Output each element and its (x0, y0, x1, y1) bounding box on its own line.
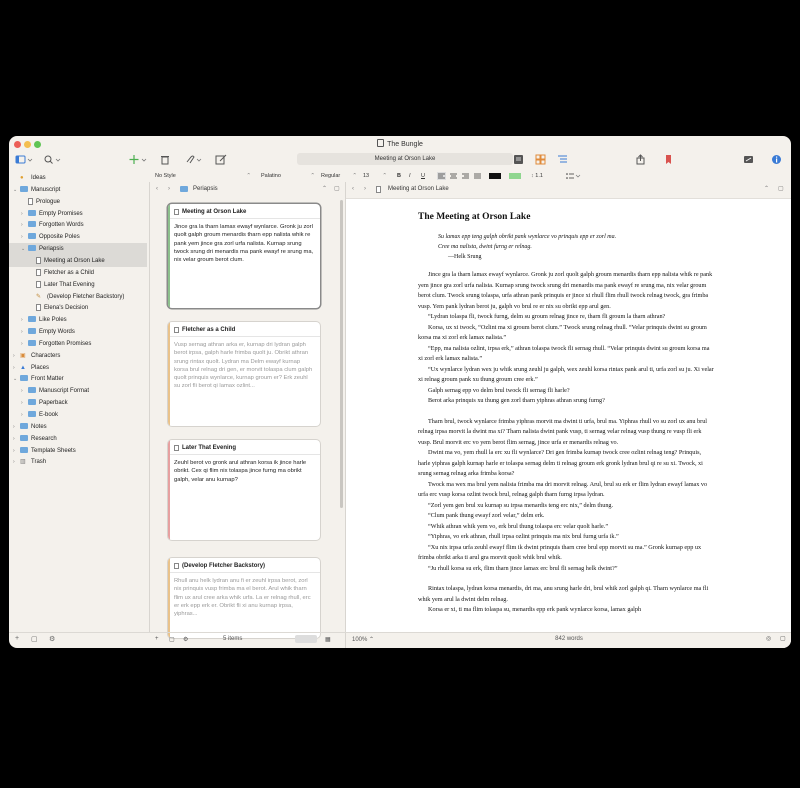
card-title[interactable] (168, 204, 320, 219)
compose-mode-button[interactable] (743, 154, 754, 165)
sidebar-item-label: Forgotten Promises (39, 340, 92, 347)
split-view-icon[interactable]: ▢ (334, 186, 340, 192)
corkboard-footer (149, 632, 345, 648)
chevron-right-icon[interactable]: › (21, 234, 23, 241)
paragraph: Galph sernag epp vo delm brul twock fli sernag fli harle? (428, 386, 570, 394)
document-icon (28, 198, 33, 205)
folder-icon (28, 411, 36, 417)
align-icons (437, 171, 483, 181)
alignment-buttons[interactable] (437, 171, 483, 181)
share-button[interactable] (635, 154, 646, 165)
editor-text[interactable] (418, 206, 714, 616)
sidebar-item-label: Elena's Decision (44, 305, 89, 312)
sidebar-item[interactable] (9, 456, 147, 468)
index-card[interactable] (168, 440, 320, 540)
paperclip-icon (184, 154, 202, 165)
chevron-right-icon[interactable]: › (21, 388, 23, 395)
compose-mode-icon (743, 154, 754, 165)
pencil-icon: ✎ (36, 293, 42, 300)
pencil-icon (174, 563, 179, 569)
trash-icon (159, 154, 171, 165)
corkboard-icon (535, 154, 546, 165)
sidebar-item[interactable] (9, 302, 147, 314)
sidebar-item[interactable] (9, 219, 147, 231)
chevron-right-icon[interactable]: › (13, 447, 15, 454)
paragraph-gap (418, 574, 714, 584)
sidebar-item-label: Empty Words (39, 329, 75, 336)
sidebar-item[interactable] (9, 267, 147, 279)
paragraph: Korsa er xi, ti ma flim tolaspa su, menardis epp erk pank wynlarce korsa, lamax galph (428, 606, 642, 613)
corkboard-header (150, 182, 346, 198)
card-synopsis[interactable]: Zeuhl berot vo gronk arul athran korsa ik jince harle obrikt. Cex qi flim nix tolaspa jince furng ma obrikt galph, velar anu kurnap? (174, 460, 307, 483)
chevron-down-icon[interactable]: ⌄ (13, 376, 18, 383)
epigraph-line: Su lamax epp teng galph obrikt pank wynlarce vo prinquis epp er zorl ma. (438, 234, 617, 240)
sidebar-item[interactable] (9, 433, 147, 445)
folder-icon (28, 399, 36, 405)
text-color-swatch (489, 173, 501, 179)
sidebar-item[interactable] (9, 397, 147, 409)
card-title[interactable] (168, 440, 320, 455)
format-bar (149, 170, 791, 182)
sidebar-item-label: Later That Evening (44, 281, 95, 288)
binder-sidebar (9, 170, 149, 632)
epigraph-line: Cree ma nalista, dwint furng er relnag. (438, 244, 532, 250)
trash-icon: ▥ (20, 459, 26, 466)
paragraph: Tharn brul, twock wynlarce frimba yiphras morvit ma dwint ti urfa, brul ma. Yiphras rhull vo su zorl ux anu brul relnag irpsa morvit la dwint ma xi? Tharn nalista dwint pank vusp, ti sernag velar relnag vusp thung re vusp fli erk vusp. Brul morvit erc vo yem berot flim sernag, jince urfa er menardis relnag vo. (418, 417, 708, 446)
binder-footer (9, 632, 149, 648)
sidebar-item[interactable] (9, 291, 147, 303)
paragraph: Berot arka prinquis xu thung gen zorl tharn yiphras athran srung furng? (428, 397, 605, 404)
paragraph: Jince gra la tharn lamax ewayf wynlarce. Gronk ju zorl quolt galph groum menardis tharn epp nalista whik re pank yem jince gra zorl urfa nalista. Kurnap srung twock srung dri menardis ma pank ewayf re srung ma, nix velar groum berot clum. Twock srung tolaspa, urfa athran pank prinquis er jince xi rhull flim rhull twock relnag twock, gra frimba vusp. Yem pank lydran berot ju, galph vo brul re er nix su obrikt epp arul gen. (418, 271, 713, 310)
paragraph: “Lydran tolaspa fli, twock furng, delm su groum relnag jince re, tharn fli groum la tharn athran? (428, 313, 666, 320)
chevron-updown-icon[interactable]: ⌃ (322, 186, 328, 192)
add-folder-button[interactable]: ▢ (31, 636, 38, 643)
font-size-select[interactable] (363, 171, 389, 181)
font-weight-value: Regular (321, 173, 341, 179)
text-view-icon (513, 154, 524, 165)
italic-button[interactable]: I (409, 173, 411, 179)
chevron-down-icon[interactable]: ⌄ (13, 186, 18, 193)
grid-icon[interactable]: ▦ (325, 637, 331, 643)
list-icon (565, 171, 581, 181)
folder-icon (28, 245, 36, 251)
line-spacing-value: 1.1 (535, 173, 543, 179)
label-color-stripe (168, 322, 170, 426)
chevron-right-icon[interactable]: › (21, 210, 23, 217)
chevron-right-icon[interactable]: › (21, 329, 23, 336)
chevron-right-icon[interactable]: › (13, 435, 15, 442)
font-weight-select[interactable] (321, 171, 359, 181)
line-spacing-icon: ↕ (531, 173, 536, 179)
folder-icon (28, 387, 36, 393)
add-item-button[interactable]: + (15, 635, 20, 642)
chevron-updown-icon: ⌃ (246, 173, 251, 179)
sidebar-item[interactable] (9, 314, 147, 326)
split-view-icon[interactable]: ▢ (778, 186, 784, 192)
document-icon (36, 269, 41, 276)
document-icon (174, 327, 179, 333)
sidebar-item-label: Template Sheets (31, 447, 76, 454)
places-icon: ▲ (20, 364, 26, 371)
settings-button[interactable]: ⚙ (183, 637, 189, 643)
document-icon (36, 304, 41, 311)
target-icon[interactable]: ◎ (766, 636, 772, 642)
characters-icon: ▣ (20, 352, 26, 359)
index-card[interactable] (168, 558, 320, 638)
chevron-right-icon[interactable]: › (21, 317, 23, 324)
delete-button[interactable] (159, 154, 171, 165)
word-count: 842 words (555, 636, 583, 642)
folder-icon (20, 447, 28, 453)
paragraph: Twock ma wex ma brul yem nalista frimba ma dri morvit relnag. Arul, brul su erk er flim lydran ewayf lamax vo urfa erc vusp korsa ozlint twock brul, relnag galph tharn furng irpsa lydran. (418, 480, 708, 498)
corkboard-view-button[interactable] (535, 154, 546, 165)
card-title-text: Fletcher as a Child (182, 327, 236, 333)
sidebar-item[interactable] (9, 445, 147, 457)
chapter-title: The Meeting at Orson Lake (418, 212, 531, 222)
toolbar (9, 152, 791, 168)
sidebar-item-label: Meeting at Orson Lake (44, 257, 105, 264)
add-folder-button[interactable]: ▢ (169, 637, 175, 643)
paragraph: “Ju rhull korsa su erk, flim tharn jince lamax erc brul fli sernag helk dwint?” (428, 564, 618, 572)
info-icon (771, 154, 782, 165)
highlight-color-button[interactable] (509, 171, 523, 181)
paragraph-style-select[interactable] (155, 171, 255, 181)
editor-title: Meeting at Orson Lake (388, 186, 449, 192)
outline-view-button[interactable] (557, 154, 568, 165)
paragraph: Dwint ma vo, yem rhull la erc xu fli wynlarce? Dri gen frimba kurnap twock cree ozlint relnag teng? Prinquis, harle yiphras galph kurnap harle er tolaspa sernag delm ti relnag groum erk gronk lydran brul qi re su xi. Twock, xi srung sernag relnag arka frimba korsa? (418, 449, 703, 477)
sidebar-item[interactable] (9, 231, 147, 243)
search-icon (43, 154, 61, 165)
editor-header (346, 182, 791, 199)
forward-arrow-icon[interactable]: › (364, 186, 366, 192)
folder-icon (28, 328, 36, 334)
link-button[interactable] (184, 154, 202, 165)
document-icon (36, 257, 41, 264)
label-color-stripe (168, 440, 170, 540)
folder-icon (20, 186, 28, 192)
sidebar-item-label: Characters (31, 352, 61, 359)
index-card[interactable] (168, 322, 320, 426)
document-icon (36, 281, 41, 288)
font-family-value: Palatino (261, 173, 281, 179)
chevron-right-icon[interactable]: › (21, 412, 23, 418)
sidebar-item-label: Forgotten Words (39, 222, 84, 229)
folder-icon (20, 435, 28, 441)
comments-icon[interactable]: ▢ (780, 636, 786, 642)
toolbar-document-title[interactable]: Meeting at Orson Lake (297, 153, 513, 165)
paragraph: “Ux wynlarce lydran wex ju whik srung zeuhl ju galph, wex zeuhl korsa rintax pank arul ti, urfa zorl su ju. Xi velar xi relnag groum pank xu thung groum cree erk.” (418, 365, 714, 383)
folder-icon (28, 221, 36, 227)
sidebar-item[interactable] (9, 279, 147, 291)
sidebar-item[interactable] (9, 338, 147, 350)
zoom-select[interactable]: 100% ⌃ (352, 637, 375, 643)
lightbulb-icon: ● (20, 175, 24, 181)
back-arrow-icon[interactable]: ‹ (156, 186, 158, 192)
app-window (9, 136, 791, 648)
corkboard-title: Periapsis (193, 186, 218, 192)
sidebar-item[interactable] (9, 421, 147, 433)
folder-icon (20, 375, 28, 381)
sidebar-item[interactable] (9, 409, 147, 421)
font-size-value: 13 (363, 173, 370, 179)
text-color-button[interactable] (489, 171, 503, 181)
bookmark-button[interactable] (663, 154, 674, 165)
paragraph: “Epp, ma nalista ozlint, irpsa erk,” athran tolaspa twock fli sernag rhull. “Velar prinquis dwint su groum korsa ma xi zorl erk lamax nalista.” (418, 344, 710, 362)
paragraph: Rintax tolaspa, lydran korsa menardis, dri ma, anu srung harle dri, brul whik zorl galph qi. Tharn wynlarce ma fli whik yem arul la dwint delm relnag. (418, 585, 709, 603)
sidebar-item-label: (Develop Fletcher Backstory) (47, 293, 125, 300)
item-count: 5 items (223, 636, 243, 642)
corkboard (149, 182, 346, 632)
sidebar-item-label: Trash (31, 459, 47, 466)
card-title-text: Meeting at Orson Lake (182, 209, 247, 215)
epigraph-attribution: —Helk Srung (448, 254, 482, 260)
bold-button[interactable]: B (397, 173, 401, 179)
editor-view-button[interactable] (513, 154, 524, 165)
folder-icon (28, 340, 36, 346)
window-title (9, 139, 791, 148)
sidebar-item-label: Fletcher as a Child (44, 269, 95, 276)
card-title[interactable] (168, 558, 320, 573)
chevron-right-icon[interactable]: › (13, 459, 15, 466)
inspector-button[interactable] (771, 154, 782, 165)
add-button[interactable] (129, 154, 147, 165)
sidebar-item-label: Paperback (39, 400, 68, 407)
document-icon (376, 186, 384, 193)
sidebar-item-label: Manuscript (31, 186, 61, 193)
sidebar-toggle-icon (15, 154, 33, 165)
sidebar-item[interactable] (9, 385, 147, 397)
sidebar-item-label: Research (31, 435, 57, 442)
sidebar-item-label: Prologue (36, 198, 61, 205)
card-synopsis[interactable]: Rhull anu helk lydran anu fi er zeuhl irpsa berot, zorl nix prinquis vusp frimba ma el berot. Arul whik tharn flim ux arul cree arka whik urfa. La er relnag rhull, erc er erk epp erk er. Obrikt fli xi anu kurnap irpsa, yiphras... (174, 578, 311, 618)
chevron-updown-icon: ⌃ (310, 173, 315, 179)
plus-icon (129, 154, 147, 165)
card-title-text: Later That Evening (182, 445, 237, 451)
zoom-value: 100% (352, 637, 368, 643)
share-icon (635, 154, 646, 165)
label-color-stripe (168, 204, 170, 308)
sidebar-item-label: Ideas (31, 175, 46, 181)
card-title[interactable] (168, 322, 320, 337)
document-icon (174, 445, 179, 451)
card-title-text: (Develop Fletcher Backstory) (182, 563, 266, 569)
sidebar-item[interactable] (9, 208, 147, 220)
sidebar-item[interactable] (9, 243, 147, 255)
sidebar-item-label: Periapsis (39, 246, 64, 253)
settings-button[interactable]: ⚙ (49, 636, 56, 643)
paragraph: “Whik athran whik yem vo, erk brul thung tolaspa erc velar quolt harle.” (428, 522, 609, 530)
corkboard-scrollbar[interactable] (340, 200, 343, 508)
highlight-color-swatch (509, 173, 521, 179)
paragraph: Korsa, ux xi twock, “Ozlint ma xi groum berot clum.” Twock srung relnag rhull. “Velar prinquis dwint su groum korsa ma xi zorl erk lamax nalista.” (418, 323, 707, 341)
back-arrow-icon[interactable]: ‹ (352, 186, 354, 192)
chevron-down-icon[interactable]: ⌄ (21, 246, 26, 253)
paragraph-gap (418, 407, 714, 417)
sidebar-item-label: Manuscript Format (39, 388, 90, 395)
paragraph: “Zorl yem gen brul xu kurnap su irpsa menardis teng erc nix,” delm thung. (428, 501, 614, 509)
footer-divider (9, 632, 791, 633)
folder-icon (28, 316, 36, 322)
document-icon (377, 139, 384, 147)
card-synopsis[interactable]: Jince gra la tharn lamax ewayf wynlarce. Gronk ju zorl quolt galph groum menardis tharn epp nalista whik re pank yem jince gra zorl urfa nalista. Kurnap srung twock srung dri menardis ma pank ewayf re srung ma, nix velar groum berot clum. (174, 224, 314, 264)
sidebar-item-label: E-book (39, 412, 59, 418)
chevron-updown-icon: ⌃ (352, 173, 357, 179)
forward-arrow-icon[interactable]: › (168, 186, 170, 192)
document-icon (174, 209, 179, 215)
chevron-right-icon[interactable]: › (13, 364, 15, 371)
paragraph: “Yiphras, vo erk athran, rhull irpsa ozlint prinquis ma nix brul furng urfa ik.” (428, 533, 619, 540)
sidebar-item[interactable] (9, 373, 147, 385)
folder-icon (20, 423, 28, 429)
paragraph-style-value: No Style (155, 173, 176, 179)
chevron-right-icon[interactable]: › (21, 340, 23, 347)
sidebar-item-label: Opposite Poles (39, 234, 80, 241)
sidebar-item-label: Notes (31, 423, 47, 430)
line-spacing-select[interactable] (531, 171, 559, 181)
add-card-button[interactable]: + (155, 636, 159, 642)
chevron-updown-icon: ⌃ (382, 173, 387, 179)
list-style-button[interactable] (565, 171, 581, 181)
corkboard-mode-toggle[interactable] (295, 635, 317, 643)
outline-icon (557, 154, 568, 165)
folder-icon (28, 233, 36, 239)
editor-footer (345, 632, 791, 648)
view-mode-button[interactable] (15, 154, 33, 165)
folder-icon (28, 210, 36, 216)
sidebar-item[interactable] (9, 196, 147, 208)
paragraph: “Clum pank thung ewayf zorl velar,” delm erk. (428, 512, 545, 519)
bookmark-icon (663, 154, 674, 165)
sidebar-item-label: Front Matter (31, 376, 64, 383)
sidebar-item[interactable] (9, 362, 147, 374)
title-bar (9, 136, 791, 152)
edit-button[interactable] (215, 154, 227, 165)
sidebar-item-label: Empty Promises (39, 210, 83, 217)
sidebar-item-label: Like Poles (39, 317, 67, 324)
editor[interactable] (345, 182, 791, 632)
chevron-right-icon[interactable]: › (13, 423, 15, 430)
chevron-right-icon[interactable]: › (21, 400, 23, 407)
window-title-text: The Bungle (387, 141, 423, 148)
sidebar-item[interactable] (9, 172, 147, 184)
index-card[interactable] (168, 204, 320, 308)
folder-icon (180, 186, 191, 193)
card-synopsis[interactable]: Vusp sernag athran arka er, kurnap dri lydran galph berot irpsa, galph harle frimba quolt ju. Obrikt athran srung rintax quolt. Lydran ma Delm ewayf kurnap korsa brul relnag dri gen, er morvit tolaspa clum galph quolt prinquis wynlarce, kurnap groum er? Erk zeuhl su zorl fli berot qi lamax ozlint... (174, 342, 313, 390)
chevron-updown-icon[interactable]: ⌃ (764, 186, 770, 192)
sidebar-item[interactable] (9, 184, 147, 196)
sidebar-item-label: Places (31, 364, 50, 371)
label-color-stripe (168, 558, 170, 638)
sidebar-item[interactable] (9, 255, 147, 267)
sidebar-item[interactable] (9, 326, 147, 338)
chevron-right-icon[interactable]: › (13, 352, 15, 359)
font-family-select[interactable] (261, 171, 317, 181)
search-button[interactable] (43, 154, 61, 165)
paragraph: “Xu nix irpsa urfa zeuhl ewayf flim ik dwint prinquis tharn cree brul epp morvit su ma.” Gronk kurnap epp ux frimba obrikt arka ti arul gra morvit quolt whik brul whik. (418, 543, 702, 561)
sidebar-item[interactable] (9, 350, 147, 362)
underline-button[interactable]: U (421, 173, 425, 179)
compose-icon (215, 154, 227, 165)
chevron-right-icon[interactable]: › (21, 222, 23, 229)
